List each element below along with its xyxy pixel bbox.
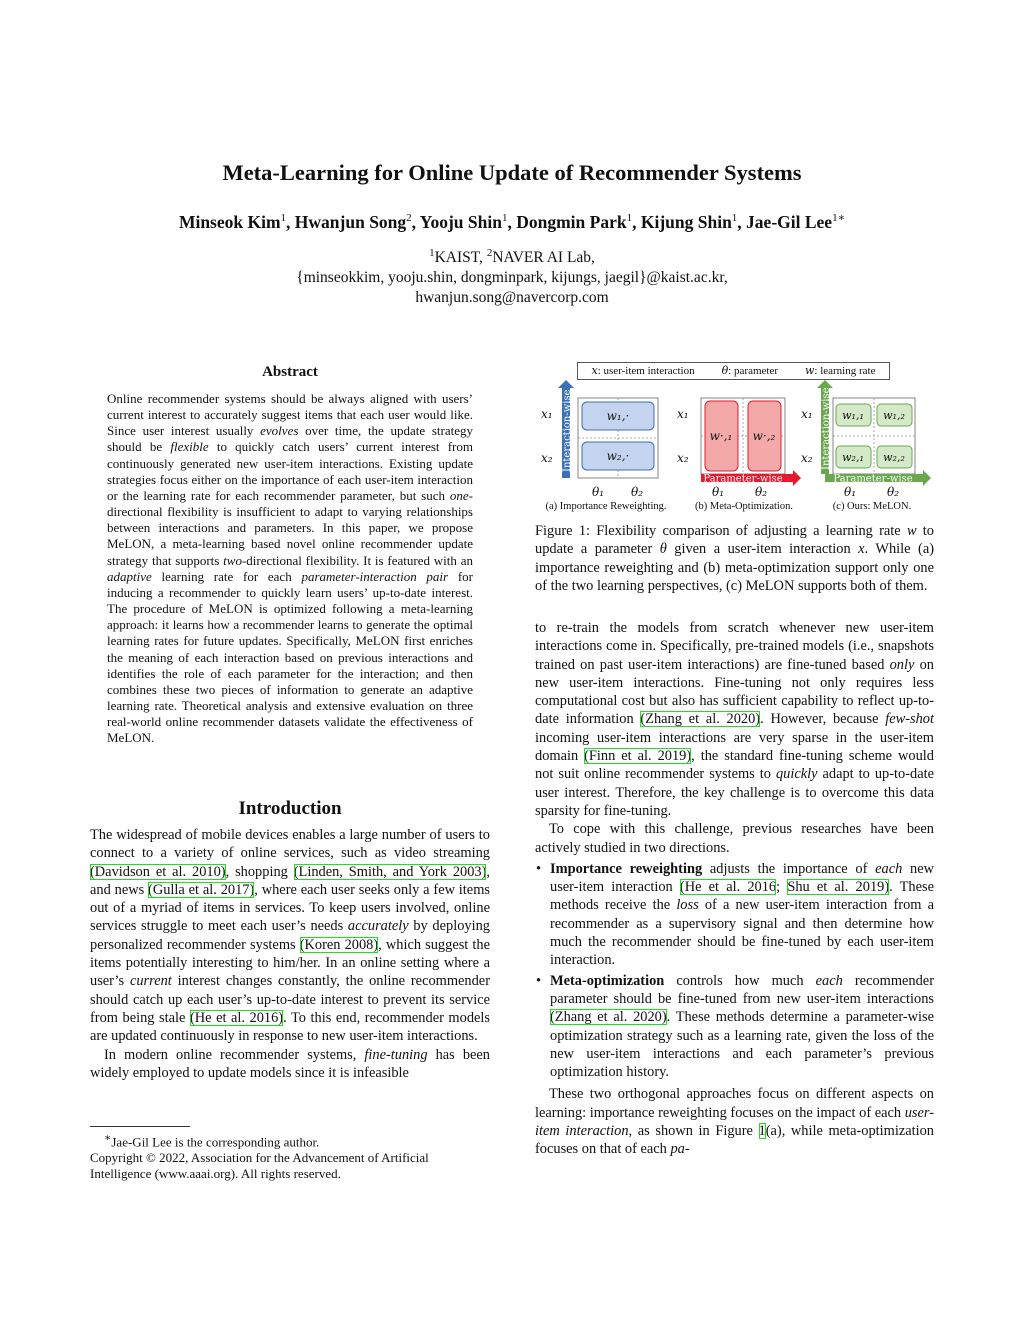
citation-link[interactable]: (He et al. 2016) — [189, 1009, 284, 1026]
citation-link[interactable]: (Gulla et al. 2017) — [148, 881, 255, 898]
legend-text: : parameter — [728, 365, 778, 377]
list-item — [535, 972, 934, 1082]
author-name: Dongmin Park — [516, 211, 627, 232]
author-sup: 1 — [280, 212, 287, 224]
author-list: Minseok Kim$^1$, Hwanjun Song$^2$, Yooju Shin$^1$, Dongmin Park$^1$, Kijung Shin$^1$, Jae-Gil Lee$^{1∗}$ — [178, 211, 846, 232]
copyright-notice: Copyright © 2022, Association for the Advancement of Artificial Intelligence (www.aaai.org). All rights reserved. — [90, 1150, 429, 1182]
abstract-text — [107, 391, 473, 746]
intro-paragraph-2 — [90, 1046, 490, 1083]
bullet-icon: • — [536, 860, 542, 877]
text-run: . These methods determine a parameter-wise optimization strategy such as a learning rate, given the loss of the new user-item interactions and each parameter’s previous optimization history. — [550, 1009, 934, 1081]
cell-label: w·,₂ — [752, 429, 776, 443]
text-italic: pa- — [670, 1141, 690, 1158]
row-label-x2: x₂ — [677, 451, 689, 465]
aff-kaist: KAIST, — [434, 249, 487, 267]
legend-symbol: θ — [721, 364, 729, 377]
text-run: -directional flexibility. It is featured with an — [241, 552, 473, 568]
text-italic: accurately — [347, 918, 409, 935]
author-sup: 1 — [626, 212, 633, 224]
row-label-x1: x₁ — [801, 407, 813, 421]
arrow-label: Interaction-wise — [562, 389, 573, 472]
author-name: Kijung Shin — [640, 211, 732, 232]
text-run: by deploying personalized recommender systems — [90, 918, 490, 953]
cell-label: w₂,· — [606, 449, 630, 463]
paper-title: Meta-Learning for Online Update of Recommender Systems — [222, 160, 802, 185]
author-name: Jae-Gil Lee — [746, 211, 833, 232]
row-label-x1: x₁ — [541, 407, 553, 421]
legend-item — [591, 363, 694, 379]
affiliations — [0, 243, 1024, 308]
text-italic: x — [858, 541, 865, 558]
figure-legend — [577, 362, 890, 380]
footnote-rule — [90, 1126, 190, 1127]
cell-label: w₁,₂ — [883, 409, 905, 422]
text-run: -directional flexibility is insufficient to adapt to varying relationships between interactions and parameters. In this paper, we propose MeLON, a meta-learning based novel online recommender update strategy that supports — [107, 487, 473, 568]
col-label: θ₂ — [755, 485, 768, 499]
aff-sup: 1 — [429, 247, 435, 259]
text-run: incoming user-item interactions are very sparse in the user-item domain — [535, 729, 934, 765]
cell-label: w₁,₁ — [842, 409, 864, 422]
legend-symbol: x — [591, 364, 598, 377]
text-run: , and news — [90, 863, 490, 898]
paragraph: To cope with this challenge, previous researches have been actively studied in two directions. — [535, 821, 934, 856]
author-sup: 1 — [501, 212, 508, 224]
text-italic: parameter-interaction pair — [301, 568, 449, 584]
legend-text: : user-item interaction — [597, 365, 695, 377]
text-run: , the standard fine-tuning scheme would not suit online recommender systems to — [535, 748, 935, 783]
citation-link[interactable]: Shu et al. 2019) — [787, 879, 890, 896]
text-italic: only — [889, 656, 915, 673]
text-run: . However, because — [760, 711, 886, 728]
author-name: Yooju Shin — [419, 211, 502, 232]
text-italic: adaptive — [107, 568, 152, 584]
legend-text: : learning rate — [814, 365, 876, 377]
text-run: The widespread of mobile devices enables a large number of users to connect to a variety of online services, such as video streaming — [90, 827, 490, 862]
author-name: Minseok Kim — [178, 211, 281, 232]
citation-link[interactable]: (Davidson et al. 2010) — [90, 863, 226, 880]
text-italic: quickly — [775, 766, 818, 783]
text-run: Online recommender systems should be always aligned with users’ current interest to accurately suggest items that each user would like. Since user interest usually — [107, 391, 473, 439]
citation-link[interactable]: (Koren 2008) — [299, 936, 379, 953]
text-run: to quickly catch users’ current interest from continuously generated new user-item interactions. Existing update strategies focus either on the importance of each user-item interaction or the learning rate for each recommender parameter, but such — [107, 439, 473, 503]
caption-label: Figure 1: — [535, 523, 591, 539]
text-italic: user-item interaction — [535, 1104, 934, 1140]
figure-caption — [535, 522, 934, 595]
legend-item — [805, 363, 876, 379]
email-line: {minseokkim, yooju.shin, dongminpark, kijungs, jaegil}@kaist.ac.kr, — [296, 269, 728, 287]
text-run: learning rate for each — [151, 568, 302, 584]
text-italic: w — [906, 523, 917, 539]
text-italic: flexible — [170, 439, 209, 455]
text-italic: current — [129, 973, 172, 990]
arrow-label: Parameter-wise — [703, 473, 783, 485]
text-italic: each — [875, 860, 903, 877]
text-run: , where each user seeks only a few items out of a myriad of items in services. To keep users involved, online services struggle to meet each user’s needs — [90, 881, 490, 935]
text-italic: loss — [676, 897, 699, 914]
citation-link[interactable]: (Zhang et al. 2020) — [550, 1009, 667, 1026]
col-label: θ₁ — [844, 485, 857, 499]
text-run: Flexibility comparison of adjusting a learning rate — [590, 523, 907, 539]
text-run: ; — [776, 879, 788, 896]
subcaption-b: (b) Meta-Optimization. — [695, 501, 793, 512]
arrow-label: Interaction-wise — [821, 387, 832, 470]
affiliation-line — [0, 243, 1024, 268]
row-label-x2: x₂ — [801, 451, 813, 465]
text-run: controls how much — [664, 972, 816, 989]
bullet-icon: • — [536, 972, 542, 989]
col-label: θ₁ — [712, 485, 725, 499]
introduction-heading: Introduction — [238, 798, 342, 819]
legend-item — [722, 363, 778, 379]
text-run: . These methods receive the — [550, 879, 935, 914]
col-label: θ₁ — [592, 485, 605, 499]
text-run: . While (a) importance reweighting and (b) meta-optimization support only one of the two learning perspectives, (c) MeLON supports both of them. — [535, 541, 935, 594]
text-run: to update a parameter — [535, 523, 934, 558]
aff-sup: 2 — [486, 247, 493, 259]
list-item — [535, 860, 934, 970]
text-italic: two — [223, 552, 242, 568]
text-bold: Meta-optimization — [550, 972, 665, 989]
text-italic: fine-tuning — [364, 1046, 428, 1063]
footnote-author — [90, 1130, 490, 1150]
text-italic: θ — [659, 541, 667, 558]
author-sup: 2 — [406, 212, 412, 224]
text-run: given a user-item interaction — [666, 541, 859, 558]
text-run: adapt to up-to-date user interest. Therefore, the key challenge is to overcome this data sparsity for fine-tuning. — [535, 766, 934, 819]
paragraph — [535, 619, 934, 820]
aff-naver: NAVER AI Lab, — [492, 249, 595, 267]
text-run: In modern online recommender systems, — [104, 1046, 365, 1063]
subcaption-c: (c) Ours: MeLON. — [832, 501, 912, 512]
text-run: new user-item interaction — [550, 860, 934, 896]
text-run: on new user-item interactions. Fine-tuning not only requires less computational cost but also has sufficient capability to reflect up-to-date information — [535, 656, 934, 728]
text-run: , which suggest the items potentially interesting to him/her. In an online setting where a user’s — [90, 936, 490, 990]
text-italic: few-shot — [885, 711, 934, 728]
legend-symbol: w — [804, 364, 815, 377]
text-run: recommender parameter should be fine-tuned from new user-item interactions — [550, 972, 934, 1007]
intro-body — [90, 826, 490, 1082]
text-run: These two orthogonal approaches focus on different aspects on learning: importance reweighting focuses on the impact of each — [535, 1086, 934, 1121]
citation-link[interactable]: (Zhang et al. 2020) — [640, 711, 761, 728]
text-run: interest changes constantly, the online recommender should catch up each user’s up-to-date interest to prevent its service from being stale — [90, 973, 490, 1026]
arrow-label: Parameter-wise — [833, 473, 913, 485]
row-label-x2: x₂ — [541, 451, 553, 465]
bullet-list — [535, 860, 934, 1082]
email-line: hwanjun.song@navercorp.com — [415, 289, 609, 307]
citation-link[interactable]: (Linden, Smith, and York 2003) — [293, 863, 487, 880]
subcaption-a: (a) Importance Reweighting. — [545, 501, 667, 512]
text-bold: Importance reweighting — [550, 860, 703, 877]
citation-link[interactable]: (He et al. 2016 — [679, 879, 777, 896]
text-italic: each — [815, 972, 843, 989]
footnote-text: Jae-Gil Lee is the corresponding author. — [111, 1134, 320, 1150]
author-sup: 1∗ — [832, 212, 846, 224]
cell-label: w₁,· — [606, 409, 630, 423]
footnote — [90, 1130, 490, 1182]
text-run: , shopping — [225, 863, 294, 880]
intro-paragraph-1 — [90, 826, 490, 1046]
text-run: over time, the update strategy should be — [107, 423, 474, 455]
text-run: of a new user-item interaction from a recommender as a supervisory signal and then determine how much the recommender should be fine-tuned by each user-item interaction. — [550, 897, 934, 969]
cell-label: w₂,₂ — [883, 451, 905, 464]
cell-label: w₂,₁ — [842, 451, 864, 464]
footnote-mark: ∗ — [104, 1132, 112, 1144]
abstract-heading: Abstract — [262, 364, 318, 380]
paragraph — [535, 1085, 934, 1158]
text-run: for inducing a recommender to quickly learn users’ up-to-date interest. The procedure of MeLON is optimized following a meta-learning approach: it learns how a recommender learns to generate the optimal learning rates for future updates. Specifically, MeLON first enriches the meaning of each interaction based on previous interactions and identifies the role of each parameter for the interaction; and then combines these two pieces of information to generate an adaptive learning rate. Theoretical analysis and extensive evaluation on three real-world online recommender datasets validate the effectiveness of MeLON. — [107, 568, 473, 746]
cell-label: w·,₁ — [709, 429, 733, 443]
author-sup: 1 — [731, 212, 738, 224]
col-label: θ₂ — [631, 485, 644, 499]
figure-1-diagram — [535, 380, 935, 502]
text-run: , as shown in Figure — [628, 1123, 759, 1140]
author-name: Hwanjun Song — [294, 211, 407, 232]
text-italic: evolves — [260, 423, 299, 439]
text-run: adjusts the importance of — [702, 860, 876, 877]
text-run: . To this end, recommender models are updated continuously in response to new user-item interactions. — [90, 1009, 490, 1045]
text-run: (a), while meta-optimization focuses on that of each — [535, 1123, 934, 1158]
text-italic: one — [449, 487, 469, 503]
col-label: θ₂ — [887, 485, 900, 499]
right-column-body — [535, 619, 934, 1159]
row-label-x1: x₁ — [677, 407, 689, 421]
text-run: to re-train the models from scratch whenever new user-item interactions come in. Specifically, pre-trained models (i.e., snapshots trained on past user-item interactions) are fine-tuned based — [535, 620, 934, 673]
citation-link[interactable]: (Finn et al. 2019) — [584, 748, 692, 765]
figure-ref-link[interactable]: 1 — [758, 1123, 766, 1140]
text-run: has been widely employed to update models since it is infeasible — [90, 1046, 490, 1081]
